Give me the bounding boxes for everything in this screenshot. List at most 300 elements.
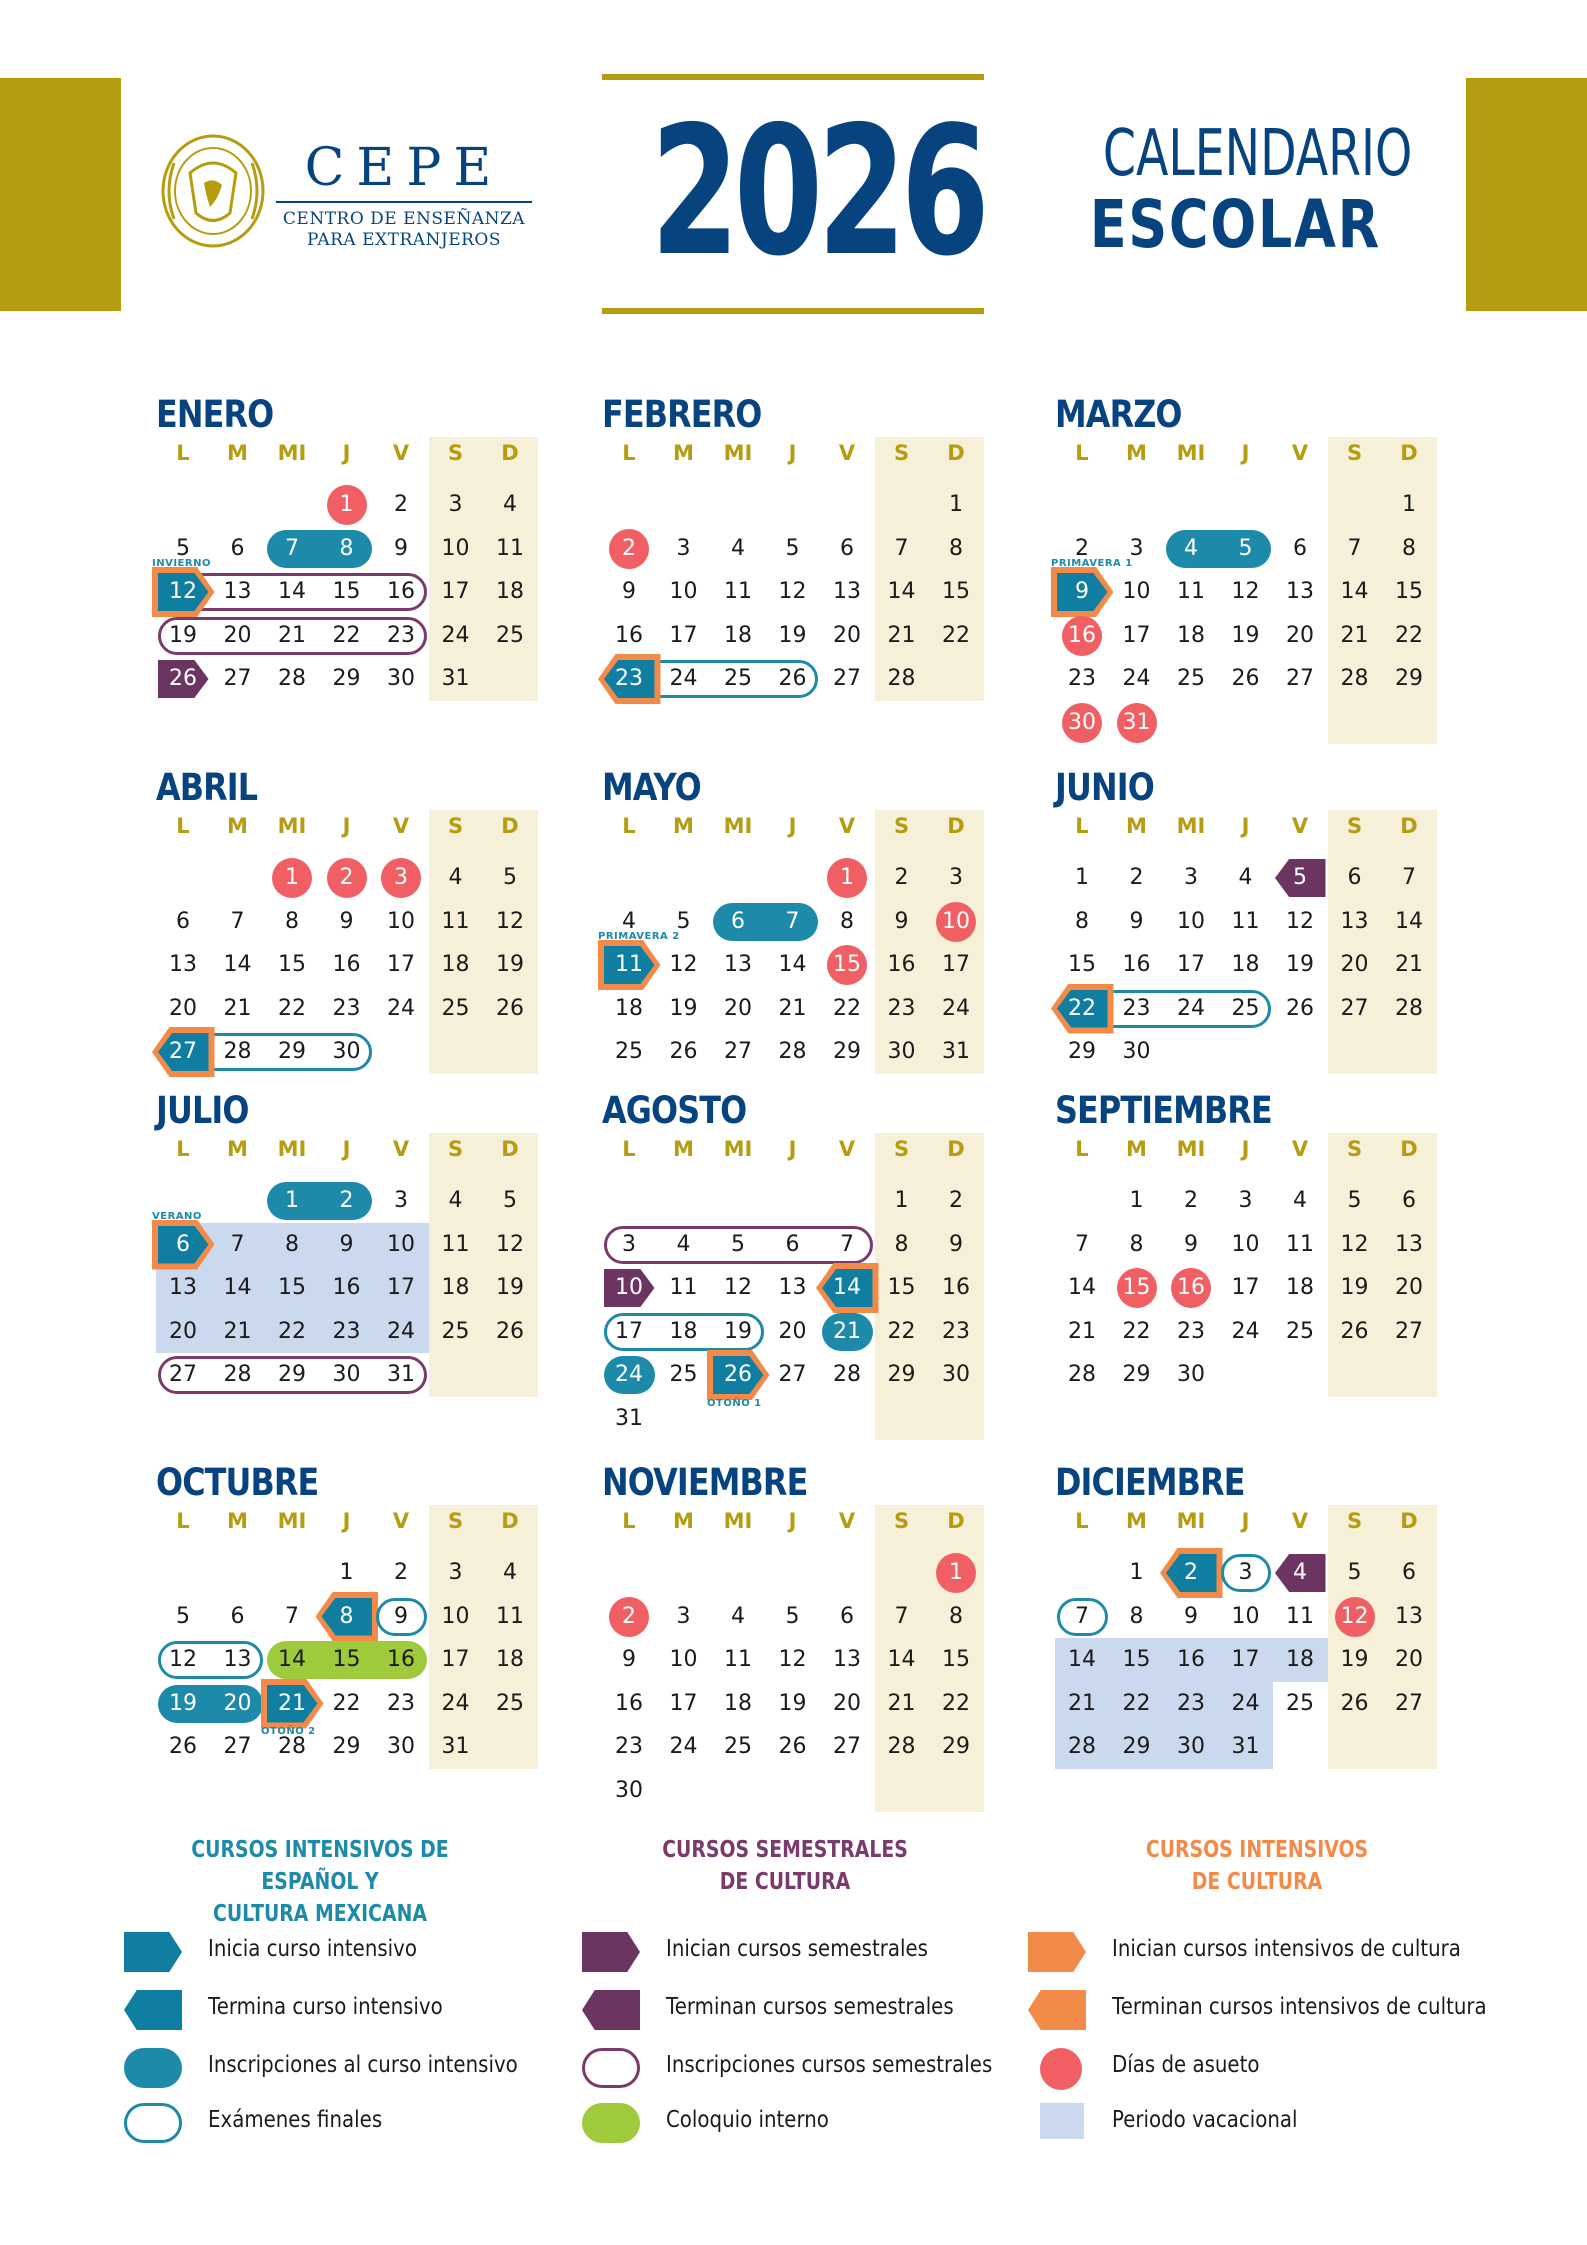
day-cell: 7 bbox=[1347, 535, 1362, 561]
day-cell: 6 bbox=[731, 908, 745, 934]
day-cell: 5 bbox=[176, 1603, 190, 1629]
title-line-2: ESCOLAR bbox=[1089, 186, 1381, 263]
day-cell: 26 bbox=[778, 1734, 807, 1759]
legend-label: Inician cursos semestrales bbox=[666, 1936, 928, 1962]
day-cell: 4 bbox=[503, 1560, 517, 1585]
day-cell: 12 bbox=[1231, 579, 1260, 604]
day-cell: 23 bbox=[332, 1318, 361, 1344]
day-cell: 5 bbox=[785, 1603, 800, 1629]
day-cell: 22 bbox=[833, 995, 861, 1021]
day-cell: 4 bbox=[1238, 865, 1253, 890]
day-cell: 4 bbox=[622, 908, 636, 934]
day-cell: 15 bbox=[942, 579, 970, 604]
day-cell: 25 bbox=[724, 666, 752, 691]
weekday-header: D bbox=[1400, 1137, 1418, 1161]
purple-start-arrow-icon bbox=[582, 1932, 640, 1972]
day-cell: 18 bbox=[441, 952, 470, 977]
day-cell: 4 bbox=[448, 1188, 463, 1213]
weekday-header: M bbox=[673, 814, 694, 838]
day-cell: 3 bbox=[448, 1560, 463, 1585]
day-cell: 13 bbox=[223, 579, 252, 604]
day-cell: 1 bbox=[1129, 1560, 1144, 1585]
day-cell: 23 bbox=[387, 622, 415, 648]
day-cell: 10 bbox=[1122, 579, 1151, 604]
day-cell: 8 bbox=[339, 535, 354, 561]
day-cell: 1 bbox=[894, 1188, 909, 1213]
weekday-header: V bbox=[392, 1137, 410, 1161]
day-cell: 8 bbox=[1402, 535, 1416, 561]
day-cell: 22 bbox=[942, 622, 970, 648]
day-cell: 28 bbox=[223, 1362, 252, 1387]
day-cell: 28 bbox=[1395, 995, 1423, 1021]
day-cell: 29 bbox=[887, 1362, 916, 1387]
day-cell: 12 bbox=[669, 952, 698, 977]
day-cell: 12 bbox=[1286, 908, 1314, 934]
weekday-header: S bbox=[1346, 1509, 1363, 1533]
weekday-header: J bbox=[1241, 441, 1250, 465]
day-cell: 15 bbox=[1122, 1647, 1151, 1672]
month-1 bbox=[152, 393, 546, 711]
day-cell: 17 bbox=[387, 1275, 415, 1300]
day-cell: 3 bbox=[1238, 1188, 1253, 1213]
day-cell: 19 bbox=[496, 1275, 524, 1300]
day-cell: 26 bbox=[778, 666, 807, 691]
day-cell: 18 bbox=[441, 1275, 470, 1300]
day-cell: 15 bbox=[1068, 952, 1096, 977]
day-cell: 14 bbox=[1068, 1275, 1096, 1300]
day-cell: 26 bbox=[169, 666, 197, 691]
day-cell: 3 bbox=[394, 865, 408, 890]
month-name: ENERO bbox=[156, 393, 274, 436]
month-name: DICIEMBRE bbox=[1055, 1461, 1245, 1504]
brand-line-2: PARA EXTRANJEROS bbox=[306, 230, 502, 250]
weekday-header: MI bbox=[277, 1137, 307, 1161]
day-cell: 27 bbox=[833, 666, 861, 691]
weekday-header: D bbox=[1400, 1509, 1418, 1533]
day-cell: 13 bbox=[1395, 1231, 1423, 1257]
weekday-header: J bbox=[1241, 1509, 1250, 1533]
day-cell: 12 bbox=[778, 1647, 807, 1672]
day-cell: 30 bbox=[1068, 709, 1096, 735]
legend-label: Inscripciones al curso intensivo bbox=[208, 2052, 518, 2078]
weekday-header: S bbox=[893, 1509, 910, 1533]
day-cell: 17 bbox=[942, 952, 970, 977]
day-cell: 3 bbox=[1238, 1560, 1253, 1585]
day-cell: 3 bbox=[394, 1188, 408, 1213]
month-name: NOVIEMBRE bbox=[602, 1461, 808, 1504]
day-cell: 24 bbox=[1231, 1690, 1260, 1716]
day-cell: 19 bbox=[724, 1318, 752, 1344]
day-cell: 2 bbox=[1075, 535, 1089, 561]
weekday-header: MI bbox=[723, 441, 753, 465]
day-cell: 26 bbox=[1340, 1690, 1369, 1716]
day-cell: 21 bbox=[278, 622, 306, 648]
day-cell: 13 bbox=[223, 1647, 252, 1672]
day-cell: 4 bbox=[448, 865, 463, 890]
day-cell: 16 bbox=[1122, 952, 1151, 977]
day-cell: 4 bbox=[1293, 1188, 1307, 1213]
weekday-header: J bbox=[342, 814, 351, 838]
day-cell: 11 bbox=[1286, 1231, 1314, 1257]
weekday-header: J bbox=[1241, 814, 1250, 838]
day-cell: 21 bbox=[223, 1318, 252, 1344]
day-cell: 2 bbox=[339, 865, 354, 890]
day-cell: 22 bbox=[332, 1690, 361, 1716]
right-gold-bar bbox=[1466, 78, 1587, 311]
day-cell: 5 bbox=[176, 535, 190, 561]
day-cell: 21 bbox=[1068, 1318, 1096, 1344]
day-cell: 4 bbox=[731, 1603, 745, 1629]
day-cell: 2 bbox=[1184, 1188, 1198, 1213]
day-cell: 11 bbox=[441, 908, 470, 934]
day-cell: 20 bbox=[833, 622, 861, 648]
weekday-header: MI bbox=[1176, 441, 1206, 465]
day-cell: 1 bbox=[285, 1188, 299, 1213]
day-cell: 1 bbox=[840, 865, 854, 890]
day-cell: 27 bbox=[778, 1362, 807, 1387]
day-cell: 31 bbox=[942, 1039, 970, 1064]
weekday-header: MI bbox=[723, 1137, 753, 1161]
legend-label: Inician cursos intensivos de cultura bbox=[1112, 1936, 1461, 1962]
day-cell: 11 bbox=[441, 1231, 470, 1257]
month-name: MAYO bbox=[602, 766, 701, 809]
day-cell: 10 bbox=[669, 1647, 698, 1672]
day-cell: 14 bbox=[1395, 908, 1423, 934]
weekday-header: M bbox=[673, 441, 694, 465]
day-cell: 8 bbox=[1129, 1603, 1144, 1629]
weekday-header: MI bbox=[1176, 1509, 1206, 1533]
legend-title-culture bbox=[1101, 1834, 1413, 1898]
weekday-header: V bbox=[392, 441, 410, 465]
day-cell: 28 bbox=[223, 1039, 252, 1064]
day-cell: 7 bbox=[1402, 865, 1416, 890]
weekday-header: J bbox=[788, 1509, 797, 1533]
day-cell: 8 bbox=[1075, 908, 1089, 934]
weekday-header: M bbox=[227, 1509, 248, 1533]
day-cell: 10 bbox=[669, 579, 698, 604]
day-cell: 25 bbox=[615, 1039, 643, 1064]
weekday-header: MI bbox=[277, 1509, 307, 1533]
day-cell: 3 bbox=[676, 1603, 691, 1629]
day-cell: 19 bbox=[778, 622, 807, 648]
day-cell: 20 bbox=[1340, 952, 1369, 977]
day-cell: 21 bbox=[1395, 952, 1423, 977]
day-cell: 9 bbox=[1184, 1231, 1198, 1257]
day-cell: 11 bbox=[496, 535, 524, 561]
day-cell: 11 bbox=[615, 952, 643, 977]
day-cell: 8 bbox=[894, 1231, 909, 1257]
month-2 bbox=[602, 393, 992, 711]
day-cell: 26 bbox=[1340, 1318, 1369, 1344]
day-cell: 24 bbox=[942, 995, 970, 1021]
day-cell: 20 bbox=[169, 995, 197, 1021]
day-cell: 6 bbox=[1402, 1560, 1416, 1585]
day-cell: 16 bbox=[332, 952, 361, 977]
day-cell: 9 bbox=[622, 579, 636, 604]
legend-title-semester-line-1: CURSOS SEMESTRALES bbox=[662, 1837, 908, 1863]
day-cell: 28 bbox=[778, 1039, 807, 1064]
day-cell: 14 bbox=[1340, 579, 1369, 604]
weekday-header: M bbox=[673, 1509, 694, 1533]
weekday-header: J bbox=[342, 1137, 351, 1161]
day-cell: 5 bbox=[1293, 865, 1307, 890]
day-cell: 24 bbox=[441, 622, 470, 648]
legend-label: Exámenes finales bbox=[208, 2107, 383, 2133]
weekday-header: S bbox=[447, 1137, 464, 1161]
day-cell: 31 bbox=[1122, 709, 1151, 735]
day-cell: 16 bbox=[1068, 622, 1096, 648]
day-cell: 10 bbox=[1231, 1603, 1260, 1629]
day-cell: 29 bbox=[1395, 666, 1423, 691]
day-cell: 13 bbox=[724, 952, 752, 977]
day-cell: 6 bbox=[1293, 535, 1307, 561]
day-cell: 5 bbox=[676, 908, 691, 934]
brand-rule bbox=[276, 201, 532, 203]
brand-name: CEPE bbox=[304, 138, 504, 198]
weekday-header: L bbox=[176, 1509, 190, 1533]
day-cell: 10 bbox=[441, 535, 470, 561]
day-cell: 23 bbox=[942, 1318, 970, 1344]
day-cell: 27 bbox=[223, 1734, 252, 1759]
day-cell: 10 bbox=[387, 908, 415, 934]
day-cell: 30 bbox=[887, 1039, 916, 1064]
day-cell: 2 bbox=[894, 865, 909, 890]
day-cell: 2 bbox=[1129, 865, 1144, 890]
day-cell: 28 bbox=[833, 1362, 861, 1387]
legend-label: Periodo vacacional bbox=[1112, 2107, 1298, 2133]
year-title: 2026 bbox=[650, 88, 985, 295]
day-cell: 21 bbox=[778, 995, 807, 1021]
day-cell: 7 bbox=[894, 1603, 909, 1629]
day-cell: 19 bbox=[669, 995, 698, 1021]
day-cell: 11 bbox=[1286, 1603, 1314, 1629]
day-cell: 2 bbox=[949, 1188, 963, 1213]
day-cell: 22 bbox=[942, 1690, 970, 1716]
day-cell: 27 bbox=[169, 1362, 197, 1387]
day-cell: 13 bbox=[169, 1275, 197, 1300]
day-cell: 19 bbox=[169, 622, 197, 648]
day-cell: 18 bbox=[1231, 952, 1260, 977]
day-cell: 13 bbox=[1286, 579, 1314, 604]
day-cell: 8 bbox=[285, 1231, 299, 1257]
day-cell: 30 bbox=[1122, 1039, 1151, 1064]
day-cell: 11 bbox=[496, 1603, 524, 1629]
day-cell: 16 bbox=[887, 952, 916, 977]
day-cell: 18 bbox=[724, 1690, 752, 1716]
day-cell: 6 bbox=[1402, 1188, 1416, 1213]
weekday-header: L bbox=[176, 814, 190, 838]
day-cell: 26 bbox=[1231, 666, 1260, 691]
legend-label: Inscripciones cursos semestrales bbox=[666, 2052, 993, 2078]
day-cell: 17 bbox=[1177, 952, 1205, 977]
month-10 bbox=[156, 1461, 546, 1779]
day-cell: 13 bbox=[169, 952, 197, 977]
legend-label: Terminan cursos intensivos de cultura bbox=[1112, 1994, 1487, 2020]
day-cell: 17 bbox=[441, 1647, 470, 1672]
weekday-header: V bbox=[1291, 814, 1309, 838]
weekday-header: M bbox=[1126, 1509, 1147, 1533]
day-cell: 27 bbox=[1395, 1318, 1423, 1344]
day-cell: 16 bbox=[615, 622, 643, 648]
day-cell: 4 bbox=[676, 1231, 691, 1257]
day-cell: 10 bbox=[942, 908, 970, 934]
day-cell: 25 bbox=[1177, 666, 1205, 691]
weekday-header: MI bbox=[1176, 814, 1206, 838]
day-cell: 4 bbox=[1184, 535, 1198, 561]
day-cell: 28 bbox=[278, 666, 306, 691]
day-cell: 20 bbox=[223, 622, 252, 648]
day-cell: 2 bbox=[394, 1560, 408, 1585]
day-cell: 5 bbox=[1347, 1188, 1362, 1213]
weekday-header: L bbox=[622, 1137, 636, 1161]
day-cell: 2 bbox=[622, 1603, 636, 1629]
day-cell: 20 bbox=[169, 1318, 197, 1344]
legend-label: Terminan cursos semestrales bbox=[666, 1994, 954, 2020]
day-cell: 29 bbox=[332, 1734, 361, 1759]
day-cell: 29 bbox=[942, 1734, 970, 1759]
calendar-title bbox=[1060, 117, 1413, 263]
day-cell: 7 bbox=[230, 1231, 245, 1257]
day-cell: 23 bbox=[615, 666, 643, 691]
weekday-header: M bbox=[1126, 441, 1147, 465]
weekday-header: M bbox=[227, 441, 248, 465]
day-cell: 16 bbox=[332, 1275, 361, 1300]
day-cell: 15 bbox=[1122, 1275, 1151, 1300]
weekday-header: D bbox=[1400, 814, 1418, 838]
day-cell: 26 bbox=[496, 1318, 524, 1344]
day-cell: 18 bbox=[1286, 1647, 1314, 1672]
day-cell: 15 bbox=[942, 1647, 970, 1672]
weekday-header: L bbox=[176, 441, 190, 465]
day-cell: 24 bbox=[387, 1318, 415, 1344]
day-cell: 6 bbox=[785, 1231, 800, 1257]
day-cell: 4 bbox=[1293, 1560, 1307, 1585]
day-cell: 13 bbox=[1395, 1603, 1423, 1629]
day-cell: 26 bbox=[496, 995, 524, 1021]
day-cell: 13 bbox=[833, 1647, 861, 1672]
day-cell: 9 bbox=[339, 908, 354, 934]
weekday-header: S bbox=[893, 814, 910, 838]
day-cell: 7 bbox=[1075, 1603, 1089, 1629]
day-cell: 28 bbox=[887, 666, 916, 691]
day-cell: 31 bbox=[441, 666, 470, 691]
course-tag: PRIMAVERA 1 bbox=[1051, 558, 1133, 569]
month-name: SEPTIEMBRE bbox=[1055, 1089, 1272, 1132]
day-cell: 8 bbox=[285, 908, 299, 934]
day-cell: 27 bbox=[1286, 666, 1314, 691]
day-cell: 9 bbox=[949, 1231, 963, 1257]
day-cell: 15 bbox=[332, 579, 361, 604]
day-cell: 29 bbox=[833, 1039, 861, 1064]
day-cell: 3 bbox=[1184, 865, 1198, 890]
day-cell: 19 bbox=[1286, 952, 1314, 977]
weekday-header: D bbox=[501, 1509, 519, 1533]
weekday-header: S bbox=[893, 1137, 910, 1161]
weekday-header: MI bbox=[723, 1509, 753, 1533]
month-name: OCTUBRE bbox=[156, 1461, 319, 1504]
day-cell: 19 bbox=[1340, 1647, 1369, 1672]
weekday-header: D bbox=[947, 1137, 965, 1161]
day-cell: 31 bbox=[1231, 1734, 1260, 1759]
teal-end-arrow-icon bbox=[124, 1990, 182, 2030]
day-cell: 3 bbox=[448, 492, 463, 517]
day-cell: 29 bbox=[278, 1039, 306, 1064]
day-cell: 18 bbox=[724, 622, 752, 648]
day-cell: 17 bbox=[387, 952, 415, 977]
day-cell: 19 bbox=[1231, 622, 1260, 648]
day-cell: 17 bbox=[669, 622, 698, 648]
weekday-header: S bbox=[447, 814, 464, 838]
weekday-header: D bbox=[947, 814, 965, 838]
day-cell: 7 bbox=[894, 535, 909, 561]
day-cell: 6 bbox=[230, 535, 245, 561]
legend-title-semester bbox=[629, 1834, 941, 1898]
day-cell: 24 bbox=[1231, 1318, 1260, 1344]
course-tag: PRIMAVERA 2 bbox=[598, 931, 680, 942]
day-cell: 2 bbox=[1184, 1560, 1198, 1585]
day-cell: 11 bbox=[1231, 908, 1260, 934]
green-filled-pill-icon bbox=[582, 2103, 640, 2143]
weekday-header: D bbox=[947, 441, 965, 465]
day-cell: 25 bbox=[1231, 995, 1260, 1021]
weekday-header: J bbox=[342, 1509, 351, 1533]
day-cell: 1 bbox=[1402, 492, 1416, 517]
weekday-header: V bbox=[838, 441, 856, 465]
weekday-header: D bbox=[1400, 441, 1418, 465]
day-cell: 8 bbox=[339, 1603, 354, 1629]
day-cell: 14 bbox=[223, 1275, 252, 1300]
day-cell: 30 bbox=[332, 1362, 361, 1387]
day-cell: 15 bbox=[278, 952, 306, 977]
day-cell: 19 bbox=[496, 952, 524, 977]
day-cell: 13 bbox=[833, 579, 861, 604]
day-cell: 27 bbox=[169, 1039, 197, 1064]
day-cell: 20 bbox=[1286, 622, 1314, 648]
weekday-header: V bbox=[392, 1509, 410, 1533]
course-tag: VERANO bbox=[152, 1210, 202, 1222]
day-cell: 27 bbox=[1340, 995, 1369, 1021]
day-cell: 5 bbox=[1238, 535, 1253, 561]
day-cell: 9 bbox=[1129, 908, 1144, 934]
day-cell: 10 bbox=[1177, 908, 1205, 934]
weekday-header: M bbox=[227, 1137, 248, 1161]
day-cell: 29 bbox=[332, 666, 361, 691]
weekday-header: D bbox=[501, 441, 519, 465]
course-tag: OTOÑO 1 bbox=[707, 1397, 762, 1409]
day-cell: 14 bbox=[887, 1647, 916, 1672]
day-cell: 12 bbox=[1340, 1603, 1369, 1629]
red-circle-icon bbox=[1040, 2048, 1082, 2090]
day-cell: 10 bbox=[615, 1275, 643, 1300]
day-cell: 7 bbox=[1075, 1231, 1089, 1257]
day-cell: 6 bbox=[840, 535, 854, 561]
day-cell: 6 bbox=[176, 1231, 190, 1257]
day-cell: 10 bbox=[387, 1231, 415, 1257]
day-cell: 21 bbox=[1340, 622, 1369, 648]
day-cell: 7 bbox=[785, 908, 800, 934]
month-11 bbox=[602, 1461, 992, 1822]
day-cell: 8 bbox=[840, 908, 854, 934]
day-cell: 23 bbox=[1068, 666, 1096, 691]
day-cell: 8 bbox=[1129, 1231, 1144, 1257]
day-cell: 7 bbox=[230, 908, 245, 934]
day-cell: 15 bbox=[332, 1647, 361, 1672]
weekday-header: V bbox=[1291, 441, 1309, 465]
weekday-header: J bbox=[788, 814, 797, 838]
day-cell: 16 bbox=[942, 1275, 970, 1300]
day-cell: 21 bbox=[223, 995, 252, 1021]
day-cell: 11 bbox=[669, 1275, 698, 1300]
